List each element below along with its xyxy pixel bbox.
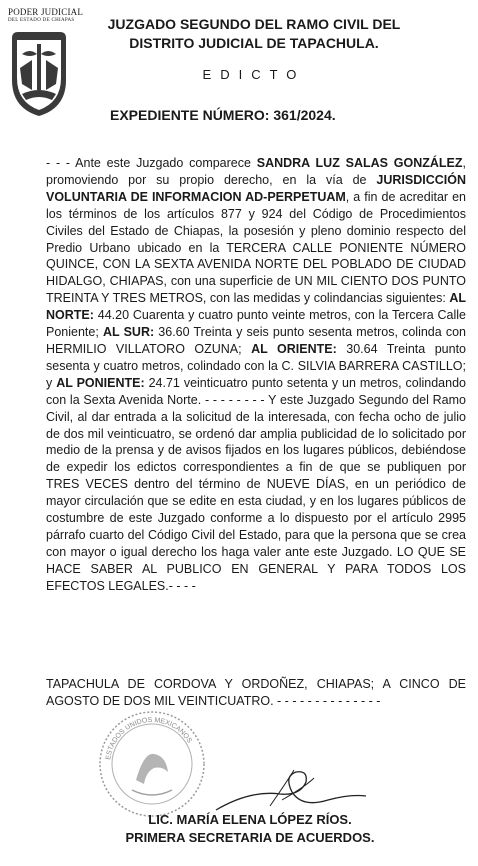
signer-name: LIC. MARÍA ELENA LÓPEZ RÍOS. [148, 812, 352, 827]
signature-icon [210, 760, 370, 820]
body-paragraph [46, 155, 466, 595]
boundary-north-text: 44.20 Cuarenta y cuatro punto veinte metros, con la Tercera Calle Poniente; [46, 308, 466, 340]
body-text-property: , a fin de acreditar en los términos de los artículos 877 y 924 del Código de Procedimientos Civiles del Estado de Chiapas, la posesión y pleno dominio respecto del Predio Urbano ubicado en la TERCERA CALLE PONIENTE NÚMERO QUINCE, CON LA SEXTA AVENIDA NORTE DEL POBLADO DE CIUDAD HIDALGO, CHIAPAS, con una superficie de UN MIL CIENTO DOS PUNTO TREINTA Y TRES METROS, con las medidas y colindancias siguientes: [46, 189, 466, 306]
edict-body [46, 155, 466, 595]
coat-of-arms-icon [8, 28, 70, 118]
case-number: EXPEDIENTE NÚMERO: 361/2024. [110, 107, 336, 123]
jurisdiction-type: JURISDICCIÓN VOLUNTARIA DE INFORMACION AD-PERPETUAM [46, 172, 466, 204]
place-and-date: TAPACHULA DE CORDOVA Y ORDOÑEZ, CHIAPAS; A CINCO DE AGOSTO DE DOS MIL VEINTICUATRO. - - - - - - - - - - - - - - [46, 677, 466, 708]
boundary-west-text: 24.71 veinticuatro punto setenta y un metros, colindando con la Sexta Avenida Norte. - - - - - - - - Y este Juzgado Segundo del Ramo Civil, al dar entrada a la solicitud de la interesada, con fecha ocho de julio de dos mil veinticuatro, se ordenó dar amplia publicidad de lo solicitado por medio de la prensa y de avisos fijados en los lugares públicos, debiéndose de expedir los edictos correspondientes a fin de que se publiquen por TRES VECES dentro del término de NUEVE DÍAS, en un periódico de mayor circulación que se edite en esta ciudad, y en los lugares públicos de costumbre de este Juzgado conforme a lo dispuesto por el artículo 2995 párrafo cuarto del Código Civil del Estado, para que la persona que se crea con mayor o igual derecho los haga valer ante este Juzgado. LO QUE SE HACE SABER AL PUBLICO EN GENERAL Y PARA TODOS LOS EFECTOS LEGALES.- - - - [46, 375, 466, 593]
document-type: EDICTO [202, 67, 306, 82]
body-text-via: , promoviendo por su propio derecho, en la vía de [46, 156, 466, 187]
court-line-2: DISTRITO JUDICIAL DE TAPACHULA. [129, 35, 379, 51]
court-line-1: JUZGADO SEGUNDO DEL RAMO CIVIL DEL [107, 16, 401, 32]
signer-title: PRIMERA SECRETARIA DE ACUERDOS. [125, 830, 375, 845]
official-seal-icon [92, 702, 212, 822]
logo-line2: DEL ESTADO DE CHIAPAS [8, 18, 75, 23]
boundary-south-text: 36.60 Treinta y seis punto sesenta metros, colinda con HERMILIO VILLATORO OZUNA; [46, 325, 467, 356]
seal-text: ESTADOS UNIDOS MEXICANOS [105, 716, 193, 761]
logo-line1: PODER JUDICIAL [8, 7, 84, 17]
boundary-south-label: AL SUR: [102, 325, 155, 340]
applicant-name: SANDRA LUZ SALAS GONZÁLEZ [256, 156, 463, 170]
boundary-west-label: AL PONIENTE: [56, 375, 145, 390]
judicial-logo [8, 7, 84, 124]
boundary-north-label: AL NORTE: [46, 291, 466, 323]
boundary-east-text: 30.64 Treinta punto sesenta y cuatro metros, colindado con la C. SILVIA BARRERA CASTILLO; y [46, 341, 466, 390]
body-text-intro: - - - Ante este Juzgado comparece [46, 156, 257, 170]
boundary-east-label: AL ORIENTE: [251, 341, 337, 356]
court-name [104, 15, 404, 53]
